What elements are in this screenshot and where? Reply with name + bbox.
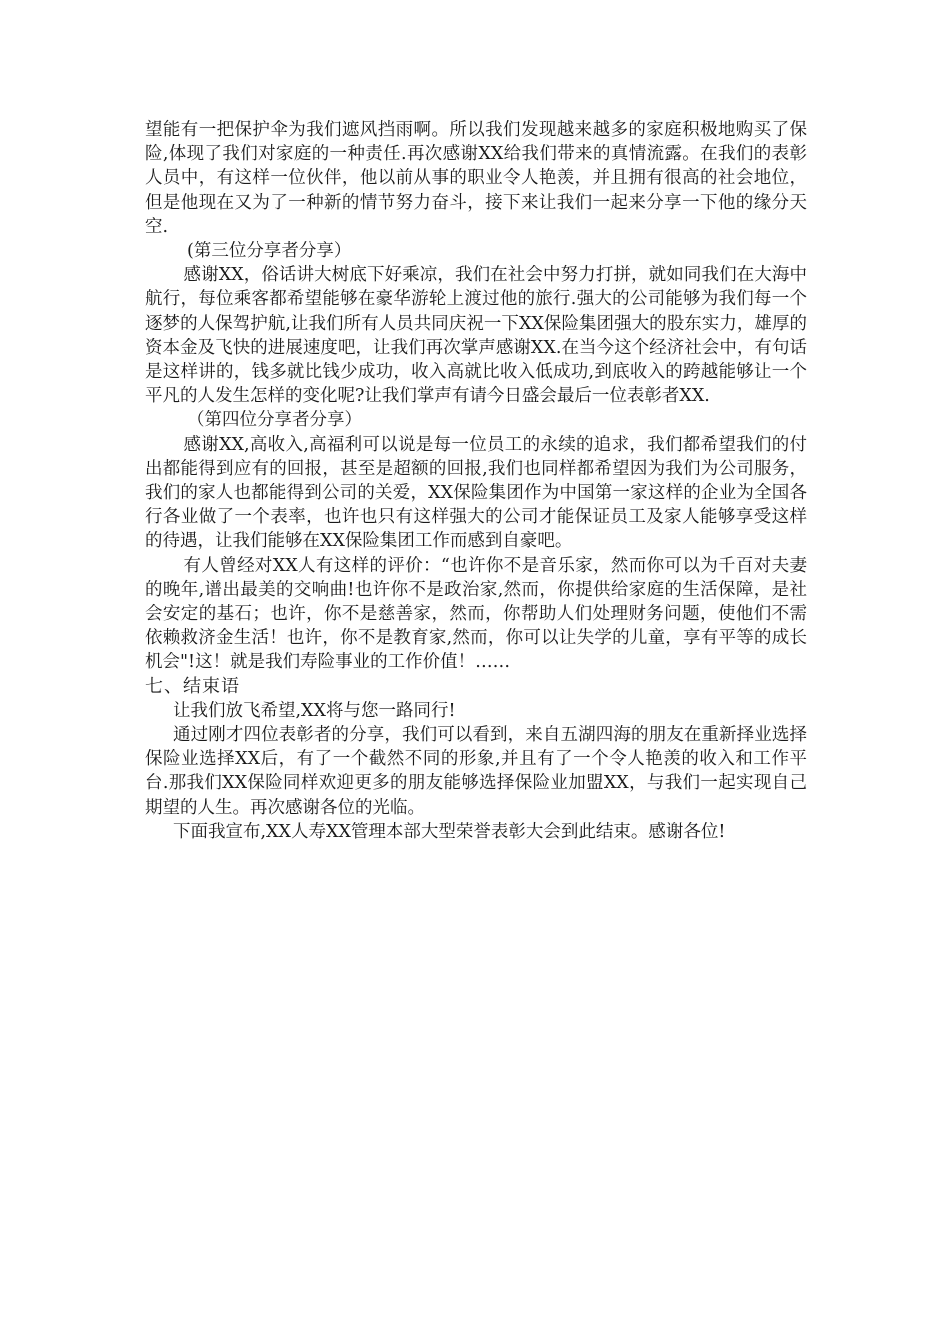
paragraph-closing-hope: 让我们放飞希望,XX将与您一路同行! <box>173 700 456 721</box>
paragraph-closing-summary: 通过刚才四位表彰者的分享，我们可以看到，来自五湖四海的朋友在重新择业选择保险业选择XX后，有了一个截然不同的形象,并且有了一个令人艳羡的收入和工作平台.那我们XX保险同样欢迎更多的朋友能够选择保险业加盟XX，与我们一起实现自己期望的人生。再次感谢各位的光临。 <box>145 725 807 818</box>
stage-note-fourth-sharer: （第四位分享者分享） <box>187 410 362 431</box>
paragraph-continuation: 望能有一把保护伞为我们遮风挡雨啊。所以我们发现越来越多的家庭积极地购买了保险,体现了我们对家庭的一种责任.再次感谢XX给我们带来的真情流露。在我们的表彰人员中，有这样一位伙伴，他以前从事的职业令人艳羡，并且拥有很高的社会地位，但是他现在又为了一种新的情节努力奋斗，接下来让我们一起来分享一下他的缘分天空. <box>145 120 807 237</box>
paragraph-thanks-fourth: 感谢XX,高收入,高福利可以说是每一位员工的永续的追求，我们都希望我们的付出都能得到应有的回报，甚至是超额的回报,我们也同样都希望因为我们为公司服务，我们的家人也都能得到公司的关爱，XX保险集团作为中国第一家这样的企业为全国各行各业做了一个表率，也许也只有这样强大的公司才能保证员工及家人能够享受这样的待遇，让我们能够在XX保险集团工作而感到自豪吧。 <box>145 434 807 552</box>
paragraph-closing-announcement: 下面我宣布,XX人寿XX管理本部大型荣誉表彰大会到此结束。感谢各位! <box>173 821 726 842</box>
stage-note-third-sharer: (第三位分享者分享） <box>187 241 352 262</box>
section-heading-closing: 七、结束语 <box>145 675 240 697</box>
paragraph-thanks-third: 感谢XX，俗话讲大树底下好乘凉，我们在社会中努力打拼，就如同我们在大海中航行，每位乘客都希望能够在豪华游轮上渡过他的旅行.强大的公司能够为我们每一个逐梦的人保驾护航,让我们所有人员共同庆祝一下XX保险集团强大的股东实力，雄厚的资本金及飞快的进展速度吧，让我们再次掌声感谢XX.在当今这个经济社会中，有句话是这样讲的，钱多就比钱少成功，收入高就比收入低成功,到底收入的跨越能够让一个平凡的人发生怎样的变化呢?让我们掌声有请今日盛会最后一位表彰者XX. <box>145 265 807 407</box>
document-body <box>145 118 807 844</box>
paragraph-evaluation-quote: 有人曾经对XX人有这样的评价：“也许你不是音乐家，然而你可以为千百对夫妻的晚年,谱出最美的交响曲!也许你不是政治家,然而，你提供给家庭的生活保障，是社会安定的基石；也许，你不是慈善家，然而，你帮助人们处理财务问题，使他们不需依赖救济金生活！也许，你不是教育家,然而，你可以让失学的儿童，享有平等的成长机会"!这！就是我们寿险事业的工作价值！…… <box>145 555 807 673</box>
